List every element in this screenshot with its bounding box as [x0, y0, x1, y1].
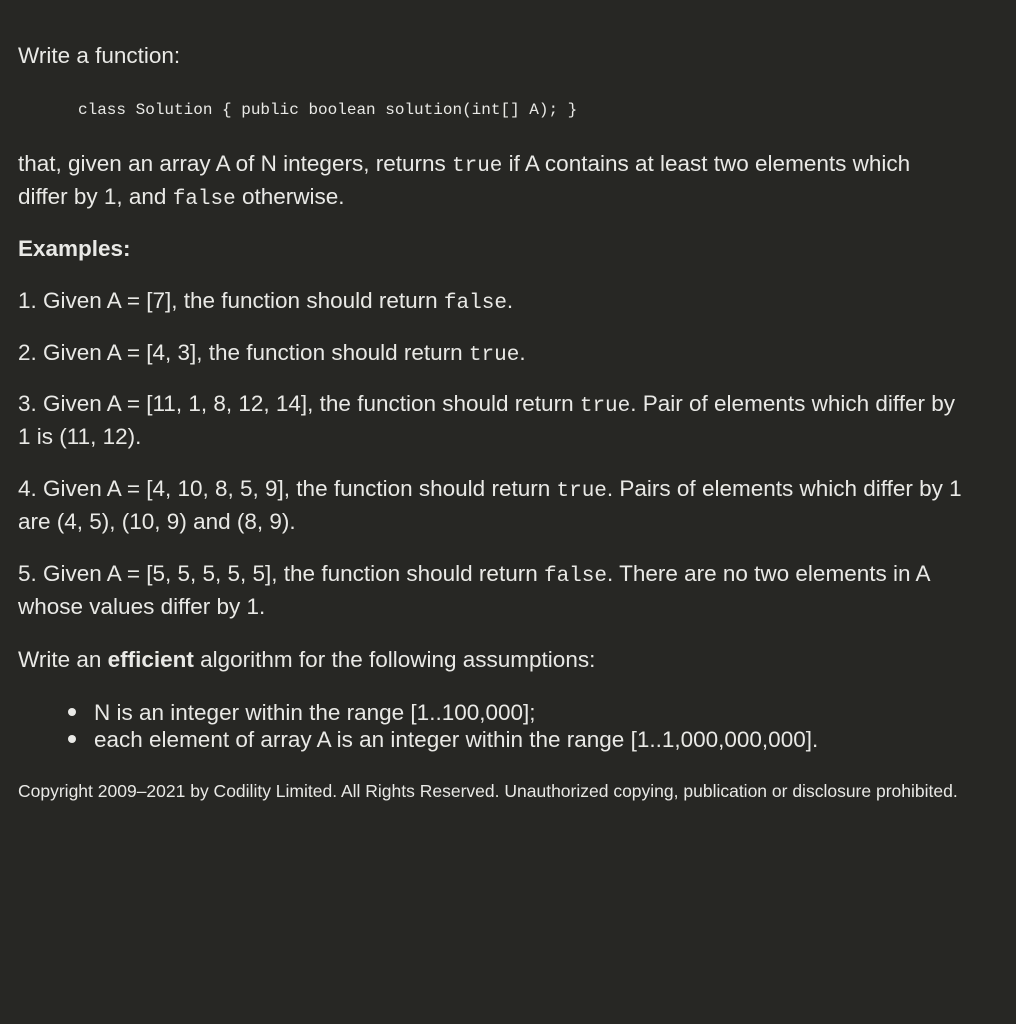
example-1: 1. Given A = [7], the function should return false. — [18, 288, 514, 315]
example-4: 4. Given A = [4, 10, 8, 5, 9], the function should return true. Pairs of elements which differ by 1 — [18, 476, 962, 503]
list-item: each element of array A is an integer within the range [1..1,000,000,000]. — [64, 726, 818, 753]
bullet-icon — [68, 735, 76, 743]
examples-heading: Examples: — [18, 236, 131, 261]
function-signature: class Solution { public boolean solution(int[] A); } — [78, 101, 578, 119]
code-true: true — [451, 155, 503, 178]
description-line-2: differ by 1, and false otherwise. — [18, 184, 345, 211]
example-2: 2. Given A = [4, 3], the function should return true. — [18, 340, 526, 367]
copyright-notice: Copyright 2009–2021 by Codility Limited. All Rights Reserved. Unauthorized copying, publication or disclosure prohibited. — [18, 781, 958, 801]
example-5-line-2: whose values differ by 1. — [18, 594, 266, 619]
list-item: N is an integer within the range [1..100,000]; — [64, 699, 818, 726]
example-4-line-2: are (4, 5), (10, 9) and (8, 9). — [18, 509, 296, 534]
code-false: false — [172, 188, 236, 211]
assumptions-list — [64, 699, 818, 753]
example-3: 3. Given A = [11, 1, 8, 12, 14], the function should return true. Pair of elements which differ by — [18, 391, 955, 418]
example-3-line-2: 1 is (11, 12). — [18, 424, 142, 449]
description-line-1: that, given an array A of N integers, returns true if A contains at least two elements which — [18, 151, 911, 178]
example-5: 5. Given A = [5, 5, 5, 5, 5], the function should return false. There are no two elements in A — [18, 561, 931, 588]
bullet-icon — [68, 708, 76, 716]
assumptions-intro: Write an efficient algorithm for the following assumptions: — [18, 647, 596, 672]
intro-text: Write a function: — [18, 43, 181, 68]
